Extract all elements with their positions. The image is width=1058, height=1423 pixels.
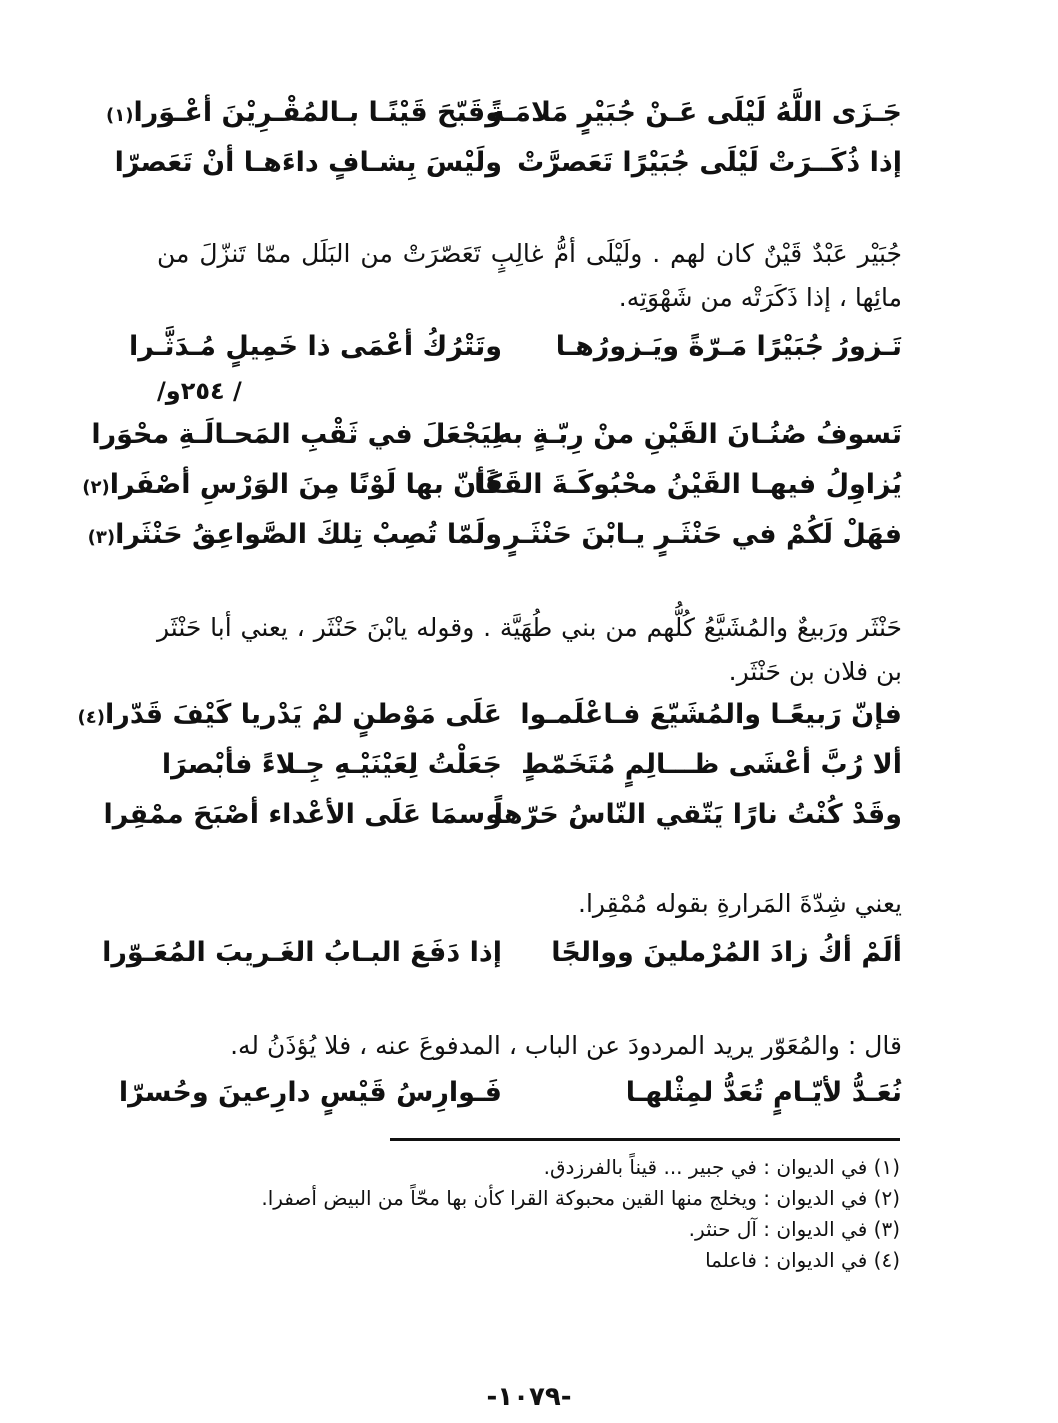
folio-marker: / ٢٥٤و/ (157, 377, 242, 405)
verse-first-hemistich: يُزاوِلُ فيهـا القَيْنُ محْبُوكَـةَ القَفَا (474, 469, 902, 500)
commentary-paragraph: يعني شِدّةَ المَرارةِ بقوله مُمْقِرا. (578, 889, 902, 918)
footnote-item: (١) في الديوان : في جبير ... قيناً بالفرزدق. (543, 1155, 900, 1179)
verse-first-hemistich: نُعَـدُّ لأيّـامٍ تُعَدُّ لمِثْلهـا (625, 1077, 902, 1108)
footnote-marker: (٤) (77, 707, 106, 728)
footnote-marker: (٢) (82, 477, 110, 498)
poem-block-4 (102, 928, 902, 978)
footnote-separator (390, 1138, 900, 1141)
verse-second-hemistich (91, 410, 502, 463)
hemistich-text: ولَمّا تُصِبْ تِلكَ الصَّواعِقُ حَنْثَرا (115, 519, 502, 550)
verse-line (87, 510, 902, 560)
hemistich-text: وسمَا عَلَى الأعْداء أصْبَحَ ممْقِرا (103, 799, 502, 830)
verse-first-hemistich: ألَمْ أكُ زادَ المُرْملينَ ووالجًا (551, 937, 902, 968)
verse-second-hemistich (82, 460, 502, 513)
commentary-paragraph: قال : والمُعَوّر يريد المردودَ عن الباب ، المدفوعَ عنه ، فلا يُؤذَنُ له. (230, 1031, 902, 1060)
poem-block-2 (82, 322, 902, 560)
verse-first-hemistich: إذا ذُكَــرَتْ لَيْلَى جُبَيْرًا تَعَصرَّتْ (517, 147, 902, 178)
verse-line (103, 790, 902, 840)
footnote-item: (٤) في الديوان : فاعلما (705, 1248, 900, 1272)
verse-line (118, 1068, 902, 1118)
verse-second-hemistich (106, 88, 502, 141)
verse-second-hemistich (87, 510, 502, 563)
commentary-paragraph: حَنْثَر ورَبيعٌ والمُشَيَّعُ كُلُّهم من بني طُهَيَّة . وقوله يابْنَ حَنْثَر ، يعني أبا حَنْثَر بن فلان بن حَنْثَر. (157, 613, 902, 686)
commentary-paragraph: جُبَيْر عَبْدٌ قَيْنٌ كان لهم . ولَيْلَى أمُّ غالِبٍ تَعَصّرَتْ من البَلَل ممّا تَنزّلَ من مائِها ، إذا ذَكَرَتْه من شَهْوَتِه. (157, 239, 902, 312)
hemistich-text: جَعَلْتُ لِعَيْنَيْـهِ جِـلاءً فأبْصرَا (161, 749, 502, 780)
verse-line (106, 88, 902, 138)
footnotes (155, 1152, 900, 1276)
footnote-item: (٣) في الديوان : آل حنثر. (688, 1217, 900, 1241)
verse-first-hemistich: تَسوفُ صُنُـانَ القَيْنِ منْ رِبّـةٍ به (496, 419, 902, 450)
verse-first-hemistich: فهَلْ لَكُمْ في حَنْثَـرٍ يـابْنَ حَنْثَـرٍ (504, 519, 902, 550)
verse-line (77, 690, 902, 740)
verse-second-hemistich (157, 740, 502, 793)
footnote-item: (٢) في الديوان : ويخلج منها القين محبوكة القرا كأن بها محّاً من البيض أصفرا. (261, 1186, 900, 1210)
verse-first-hemistich: ألا رُبَّ أعْشَى ظـــالِمٍ مُتَخَمّطٍ (521, 749, 902, 780)
hemistich-text: ولَيْسَ بِشـافٍ داءَهـا أنْ تَعَصرّا (114, 147, 502, 178)
verse-second-hemistich (103, 790, 502, 843)
verse-second-hemistich (102, 928, 502, 981)
verse-line (102, 928, 902, 978)
verse-second-hemistich (114, 138, 502, 191)
hemistich-text: فَـوارِسُ قَيْسٍ دارِعينَ وحُسرّا (118, 1077, 502, 1108)
verse-line (129, 322, 902, 372)
poem-block-5 (118, 1068, 902, 1118)
verse-second-hemistich (118, 1068, 502, 1121)
hemistich-text: وقَبّحَ قَيْنًـا بـالمُقْـرِيْنَ أعْـوَرا (133, 97, 502, 128)
hemistich-text: كَأنّ بها لَوْنًا مِنَ الوَرْسِ أصْفَرا (109, 469, 502, 500)
hemistich-text: وتَتْرُكُ أعْمَى ذا خَمِيلٍ مُـدَثَّـرا (129, 331, 502, 362)
verse-second-hemistich (77, 690, 502, 743)
poem-block-3 (77, 690, 902, 840)
verse-second-hemistich (129, 322, 502, 372)
hemistich-text: عَلَى مَوْطنٍ لمْ يَدْريا كَيْفَ قَدّرا (105, 699, 502, 730)
page-number: -١٠٧٩- (486, 1382, 572, 1412)
footnote-marker: (٣) (87, 527, 116, 548)
verse-line (157, 740, 902, 790)
footnote-marker: (١) (106, 105, 134, 126)
verse-line (114, 138, 902, 188)
hemistich-text: لِيَجْعَلَ في ثَقْبِ المَحـالَـةِ محْوَرا (91, 419, 502, 450)
verse-first-hemistich: جَـزَى اللَّهُ لَيْلَى عَـنْ جُبَيْرٍ مَلامَـةً (488, 97, 902, 128)
verse-line (91, 410, 902, 460)
poem-block-1 (106, 88, 902, 188)
verse-first-hemistich: تَـزورُ جُبَيْرًا مَـرّةً ويَـزورُهـا (555, 331, 902, 362)
verse-first-hemistich: وقَدْ كُنْتُ نارًا يَتّقي النّاسُ حَرّهاً (493, 799, 902, 830)
hemistich-text: إذا دَفَعَ البـابُ الغَـريبَ المُعَـوّرا (102, 937, 502, 968)
verse-line (82, 460, 902, 510)
verse-first-hemistich: فإنّ رَبيعًـا والمُشَيّعَ فـاعْلَمـوا (520, 699, 902, 730)
